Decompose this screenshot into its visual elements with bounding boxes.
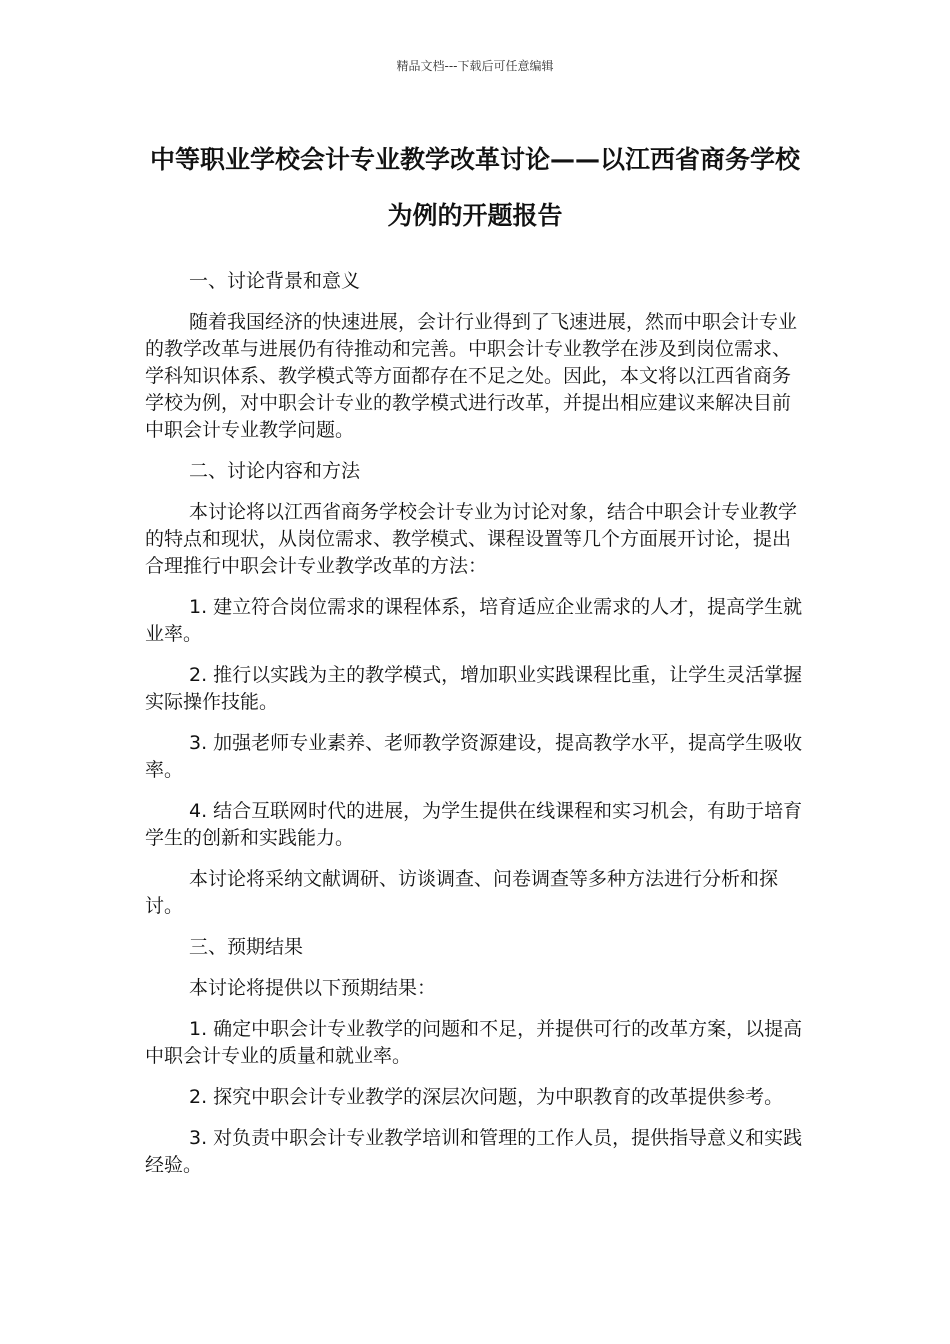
- header-note: 精品文档---下载后可任意编辑: [396, 59, 554, 73]
- document-title: 中等职业学校会计专业教学改革讨论——以江西省商务学校为例的开题报告: [149, 145, 800, 230]
- section-heading-expected-results: 三、预期结果: [189, 936, 304, 958]
- list-item-result-2: 2. 探究中职会计专业教学的深层次问题，为中职教育的改革提供参考。: [189, 1086, 784, 1108]
- paragraph-background: 随着我国经济的快速进展，会计行业得到了飞速进展，然而中职会计专业的教学改革与进展仍有待推动和完善。中职会计专业教学在涉及到岗位需求、学科知识体系、教学模式等方面都存在不足之处。因此，本文将以江西省商务学校为例，对中职会计专业的教学模式进行改革，并提出相应建议来解决目前中职会计专业教学问题。: [145, 311, 798, 441]
- document-body: [145, 268, 805, 1193]
- list-item-method-2: 2. 推行以实践为主的教学模式，增加职业实践课程比重，让学生灵活掌握实际操作技能。: [145, 664, 803, 713]
- paragraph-results-intro: 本讨论将提供以下预期结果：: [189, 977, 437, 999]
- list-item-result-3: 3. 对负责中职会计专业教学培训和管理的工作人员，提供指导意义和实践经验。: [145, 1127, 803, 1176]
- list-item-result-1: 1. 确定中职会计专业教学的问题和不足，并提供可行的改革方案，以提高中职会计专业的质量和就业率。: [145, 1018, 803, 1067]
- paragraph-content-intro: 本讨论将以江西省商务学校会计专业为讨论对象，结合中职会计专业教学的特点和现状，从岗位需求、教学模式、课程设置等几个方面展开讨论，提出合理推行中职会计专业教学改革的方法：: [145, 501, 798, 577]
- list-item-method-4: 4. 结合互联网时代的进展，为学生提供在线课程和实习机会，有助于培育学生的创新和实践能力。: [145, 800, 803, 849]
- list-item-method-3: 3. 加强老师专业素养、老师教学资源建设，提高教学水平，提高学生吸收率。: [145, 732, 803, 781]
- list-item-method-1: 1. 建立符合岗位需求的课程体系，培育适应企业需求的人才，提高学生就业率。: [145, 596, 803, 645]
- paragraph-methods: 本讨论将采纳文献调研、访谈调查、问卷调查等多种方法进行分析和探讨。: [145, 868, 779, 917]
- section-heading-content-methods: 二、讨论内容和方法: [189, 460, 361, 482]
- section-heading-background: 一、讨论背景和意义: [189, 270, 361, 292]
